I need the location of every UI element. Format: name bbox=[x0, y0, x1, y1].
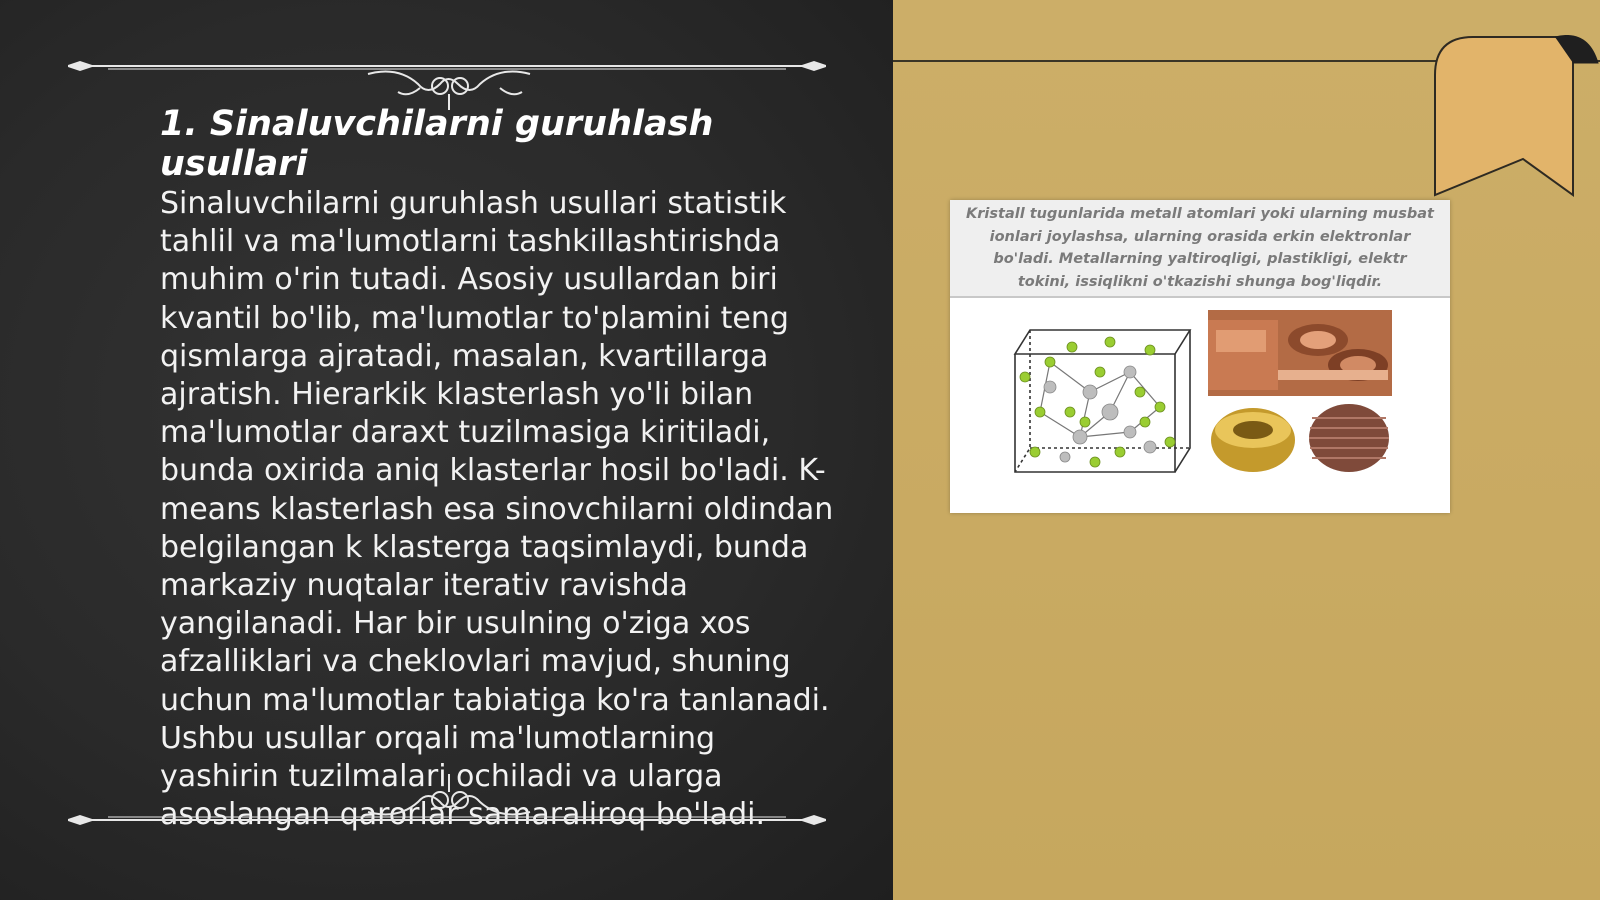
metal-illustration-card bbox=[950, 200, 1450, 513]
copper-coil-photo bbox=[1304, 400, 1394, 476]
brass-ring-photo bbox=[1208, 400, 1298, 476]
image-caption: Kristall tugunlarida metall atomlari yoki ularning musbat ionlari joylashsa, ularning orasida erkin elektronlar bo'ladi. Metallarning yaltiroqligi, plastikligi, elektr tokini, issiqlikni o'tkazishi shunga bog'liqdir. bbox=[966, 206, 1434, 290]
slide-title: 1. Sinaluvchilarni guruhlash usullari bbox=[160, 104, 714, 184]
crystal-lattice-icon bbox=[1000, 312, 1200, 477]
image-caption-box bbox=[950, 200, 1450, 298]
slide-body-text: Sinaluvchilarni guruhlash usullari statistik tahlil va ma'lumotlarni tashkillashtirishda muhim o'rin tutadi. Asosiy usullardan biri kvantil bo'lib, ma'lumotlar to'plamini teng qismlarga ajratadi, masalan, kvartillarga ajratish. Hierarkik klasterlash yo'li bilan ma'lumotlar daraxt tuzilmasiga kiritiladi, bunda oxirida aniq klasterlar hosil bo'ladi. K-means klasterlash esa sinovchilarni oldindan belgilangan k klasterga taqsimlaydi, bunda markaziy nuqtalar iterativ ravishda yangilanadi. Har bir usulning o'ziga xos afzalliklari va cheklovlari mavjud, shuning uchun ma'lumotlar tabiatiga ko'ra tanlanadi. Ushbu usullar orqali ma'lumotlarning yashirin tuzilmalari ochiladi va ularga asoslangan qarorlar samaraliroq bo'ladi. bbox=[160, 186, 834, 833]
copper-rods-photo bbox=[1208, 310, 1392, 396]
bookmark-ribbon-icon bbox=[1433, 35, 1600, 200]
bottom-ornament-divider-icon bbox=[68, 770, 826, 830]
